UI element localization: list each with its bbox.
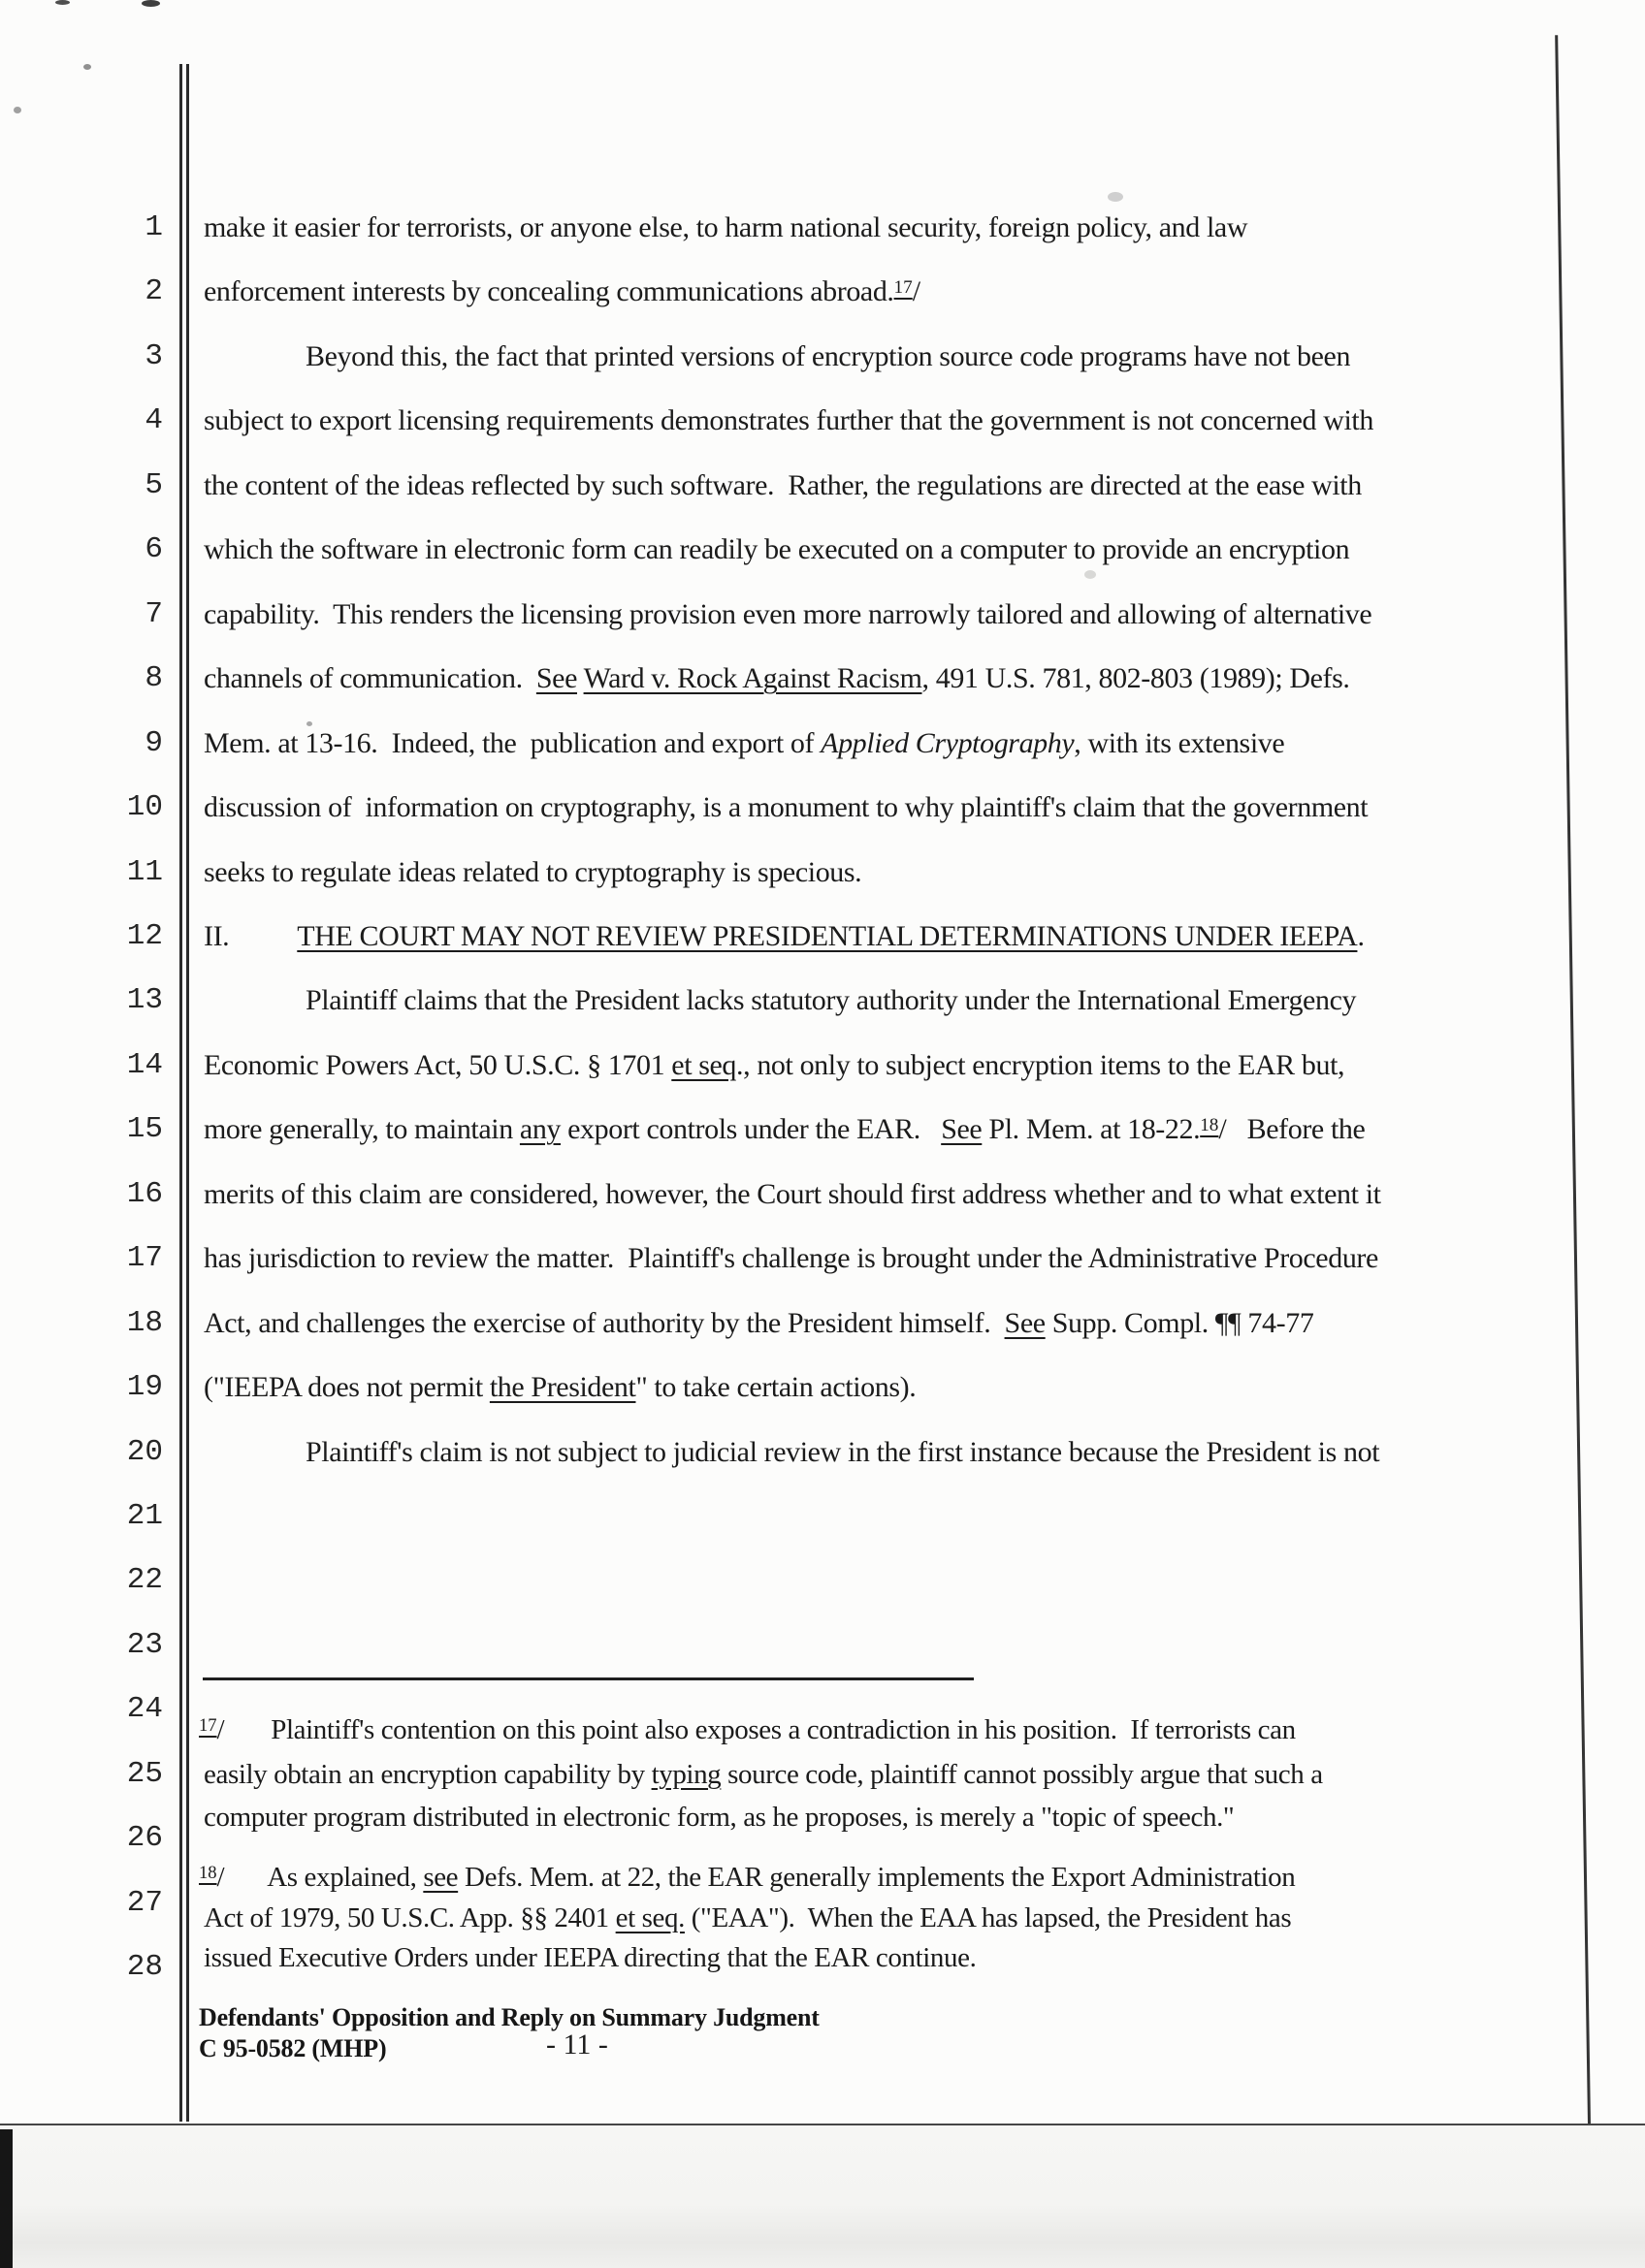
text-segment: ("EAA"). When the EAA has lapsed, the President has (684, 1902, 1292, 1933)
text-segment: . (1357, 919, 1365, 952)
body-line (204, 1047, 1344, 1084)
line-number: 13 (126, 983, 163, 1018)
line-number: 14 (126, 1047, 163, 1082)
text-segment: II. (204, 919, 230, 952)
text-segment: which the software in electronic form can readily be executed on a computer to provide an encryption (204, 533, 1350, 566)
line-number: 12 (126, 918, 163, 953)
line-number: 22 (126, 1563, 163, 1598)
line-number: 6 (145, 532, 163, 567)
line-number: 25 (126, 1756, 163, 1791)
text-segment: 18 (199, 1863, 217, 1884)
footnote-separator (203, 1677, 974, 1680)
text-segment: Plaintiff's contention on this point also exposes a contradiction in his position. If terrorists can (271, 1714, 1296, 1745)
line-number: 16 (126, 1176, 163, 1211)
text-segment: discussion of information on cryptography, is a monument to why plaintiff's claim that the government (204, 791, 1369, 824)
text-segment: / (912, 275, 920, 308)
text-segment: easily obtain an encryption capability by (204, 1759, 652, 1790)
right-margin-rule (1555, 35, 1591, 2124)
body-line (306, 338, 1350, 375)
text-segment: See (535, 662, 577, 695)
text-segment: Act, and challenges the exercise of authority by the President himself. (204, 1306, 1005, 1339)
body-line (204, 209, 1247, 246)
body-line (204, 725, 1284, 762)
body-line (204, 1111, 1365, 1152)
text-segment: more generally, to maintain (204, 1113, 520, 1146)
text-segment: " to take certain actions). (635, 1371, 917, 1404)
text-segment: export controls under the EAR. (561, 1113, 942, 1146)
scan-speck (55, 0, 70, 5)
text-segment: see (423, 1862, 459, 1893)
body-line (204, 402, 1373, 439)
scan-speck (1108, 192, 1123, 202)
line-number: 15 (126, 1112, 163, 1147)
text-segment: subject to export licensing requirements demonstrates further that the government is not concerned with (204, 404, 1373, 437)
scan-speck (14, 107, 21, 113)
text-segment: 17 (199, 1715, 217, 1737)
text-segment: Act of 1979, 50 U.S.C. App. §§ 2401 (204, 1902, 616, 1933)
footnote-line (204, 1757, 1323, 1792)
body-line (204, 596, 1371, 633)
text-segment: / (216, 1714, 225, 1745)
line-number: 7 (145, 596, 163, 631)
line-number: 28 (126, 1950, 163, 1985)
text-segment: the content of the ideas reflected by such software. Rather, the regulations are directed at the ease with (204, 468, 1362, 501)
text-segment: source code, plaintiff cannot possibly argue that such a (721, 1759, 1323, 1790)
text-segment: computer program distributed in electronic form, as he proposes, is merely a "topic of speech." (204, 1802, 1235, 1833)
text-segment: Pl. Mem. at 18-22. (982, 1113, 1201, 1146)
body-line (204, 1240, 1378, 1277)
text-segment: / Before the (1218, 1113, 1366, 1146)
text-segment: 18 (1200, 1115, 1219, 1136)
line-number: 11 (126, 854, 163, 889)
text-segment: the President (489, 1371, 636, 1404)
line-number: 8 (145, 661, 163, 696)
line-number: 9 (145, 725, 163, 760)
line-number: 19 (126, 1370, 163, 1405)
line-number: 2 (145, 274, 163, 309)
text-segment: Beyond this, the fact that printed versions of encryption source code programs have not been (306, 339, 1351, 372)
body-line (204, 467, 1362, 504)
text-segment: See (941, 1113, 983, 1146)
text-segment: THE COURT MAY NOT REVIEW PRESIDENTIAL DETERMINATIONS UNDER IEEPA (297, 919, 1358, 952)
line-number: 27 (126, 1885, 163, 1920)
text-segment: , with its extensive (1074, 726, 1285, 759)
line-number: 10 (126, 790, 163, 825)
text-segment: / (216, 1862, 225, 1893)
line-number: 5 (145, 467, 163, 502)
line-number: 20 (126, 1434, 163, 1469)
text-segment: merits of this claim are considered, however, the Court should first address whether and to what extent it (204, 1177, 1381, 1210)
text-segment: et seq (671, 1048, 737, 1081)
line-number: 3 (145, 338, 163, 373)
text-segment: Applied Cryptography (821, 726, 1075, 759)
footnote-line (204, 1940, 976, 1975)
text-segment: issued Executive Orders under IEEPA directing that the EAR continue. (204, 1942, 977, 1973)
page-number: - 11 - (546, 2028, 608, 2060)
body-line (204, 789, 1368, 826)
scan-speck (1084, 570, 1096, 579)
line-number: 18 (126, 1305, 163, 1340)
body-line (204, 1369, 916, 1406)
text-segment: As explained, (267, 1862, 424, 1893)
section-heading-line (204, 918, 1365, 955)
scan-speck (306, 721, 312, 726)
text-segment: Mem. at 13-16. Indeed, the publication and export of (204, 726, 822, 759)
text-segment: Plaintiff claims that the President lacks statutory authority under the International Emergency (306, 984, 1357, 1017)
line-number: 26 (126, 1821, 163, 1856)
scan-speck (83, 64, 91, 70)
line-number: 21 (126, 1499, 163, 1533)
text-segment: capability. This renders the licensing provision even more narrowly tailored and allowing of alternative (204, 597, 1372, 630)
text-segment: Ward v. Rock Against Racism (583, 662, 922, 695)
text-segment: , 491 U.S. 781, 802-803 (1989); Defs. (921, 662, 1350, 695)
scan-speck (142, 0, 160, 7)
body-line (204, 531, 1349, 568)
line-number: 4 (145, 403, 163, 438)
text-segment: Plaintiff's claim is not subject to judicial review in the first instance because the President is not (306, 1435, 1380, 1468)
line-number: 1 (145, 210, 163, 244)
text-segment: Defs. Mem. at 22, the EAR generally implements the Export Administration (458, 1862, 1296, 1893)
footnote-line (199, 1860, 1295, 1899)
text-segment: has jurisdiction to review the matter. Plaintiff's challenge is brought under the Administrative Procedure (204, 1242, 1378, 1275)
line-number: 24 (126, 1692, 163, 1727)
text-segment: 17 (893, 277, 913, 299)
text-segment: typing (651, 1759, 722, 1790)
footnote-line (204, 1800, 1234, 1835)
body-line (204, 273, 920, 314)
text-segment: ., not only to subject encryption items to the EAR but, (736, 1048, 1345, 1081)
text-segment: seeks to regulate ideas related to cryptography is specious. (204, 855, 862, 888)
body-line (204, 1305, 1313, 1342)
footer-document-title: Defendants' Opposition and Reply on Summary Judgment (199, 2003, 820, 2031)
binder-strip (0, 2129, 13, 2268)
body-line (306, 982, 1356, 1019)
body-line (204, 660, 1350, 697)
body-line (204, 854, 861, 891)
pleading-rule-left-outer (179, 64, 182, 2122)
footnote-line (204, 1901, 1291, 1935)
footer-case-number: C 95-0582 (MHP) (199, 2034, 387, 2062)
line-number: 23 (126, 1627, 163, 1662)
text-segment: any (519, 1113, 562, 1146)
text-segment: enforcement interests by concealing communications abroad. (204, 275, 894, 308)
text-segment: channels of communication. (204, 662, 536, 695)
text-segment: Supp. Compl. ¶¶ 74-77 (1045, 1306, 1314, 1339)
pleading-rule-left-inner (186, 64, 189, 2122)
body-line (204, 1176, 1381, 1213)
scanner-bed-background (0, 2125, 1645, 2268)
text-segment: et seq. (615, 1902, 685, 1933)
footnote-line (199, 1712, 1296, 1751)
text-segment: make it easier for terrorists, or anyone else, to harm national security, foreign policy, and law (204, 211, 1248, 243)
text-segment: See (1004, 1306, 1046, 1339)
line-number: 17 (126, 1241, 163, 1276)
text-segment: ("IEEPA does not permit (204, 1371, 490, 1404)
text-segment: Economic Powers Act, 50 U.S.C. § 1701 (204, 1048, 672, 1081)
body-line (306, 1434, 1379, 1471)
